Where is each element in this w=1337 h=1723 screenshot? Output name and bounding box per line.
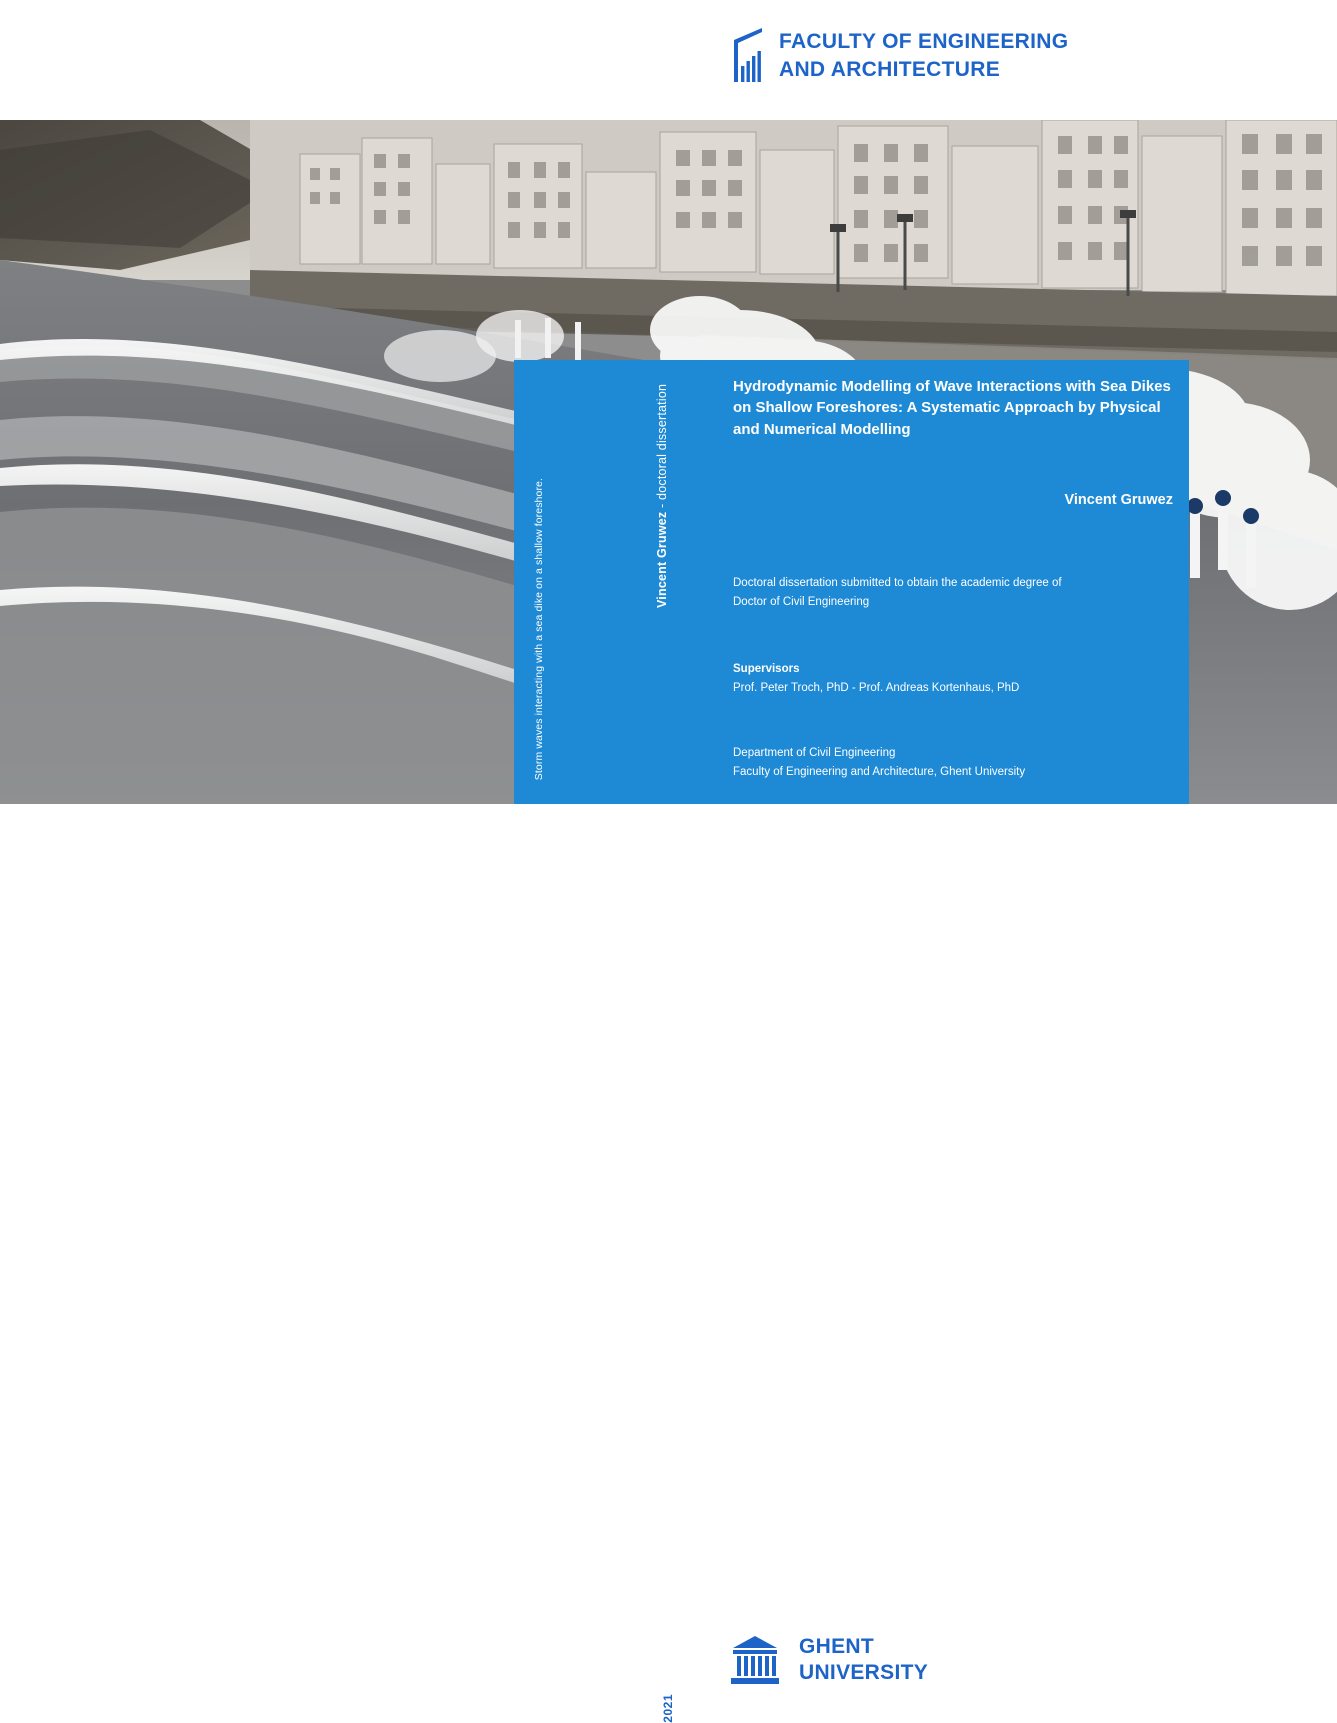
department-line-2: Faculty of Engineering and Architecture, Ghent University	[733, 765, 1026, 778]
photo-caption: Storm waves interacting with a sea dike on a shallow foreshore.	[533, 478, 545, 781]
ghent-university-name	[799, 1634, 928, 1685]
supervisors-names: Prof. Peter Troch, PhD - Prof. Andreas Kortenhaus, PhD	[733, 681, 1020, 694]
ghent-university-crest-icon	[729, 1634, 781, 1686]
supervisors-label: Supervisors	[733, 662, 800, 675]
dissertation-author: Vincent Gruwez	[1064, 491, 1173, 508]
degree-block	[733, 574, 1173, 612]
page-header	[0, 0, 1337, 120]
ghent-university-logo	[729, 1634, 928, 1686]
spine-subtitle: doctoral dissertation	[655, 383, 669, 500]
dissertation-title: Hydrodynamic Modelling of Wave Interactions with Sea Dikes on Shallow Foreshores: A Systematic Approach by Physical and Numerical Modelling	[733, 378, 1171, 438]
spine-author: Vincent Gruwez	[655, 511, 669, 608]
faculty-name	[779, 28, 1068, 84]
degree-line-2: Doctor of Civil Engineering	[733, 595, 870, 608]
department-block	[733, 744, 1173, 782]
spine-text	[655, 378, 669, 608]
faculty-name-line1: FACULTY OF ENGINEERING	[779, 30, 1069, 53]
degree-line-1: Doctoral dissertation submitted to obtain the academic degree of	[733, 576, 1062, 589]
spine-separator: -	[655, 499, 669, 512]
faculty-logo	[731, 28, 1068, 84]
university-name-line1: GHENT	[799, 1635, 874, 1659]
faculty-name-line2: AND ARCHITECTURE	[779, 57, 1001, 81]
university-name-line2: UNIVERSITY	[799, 1661, 929, 1684]
supervisors-block	[733, 660, 1173, 698]
page-footer	[0, 804, 1337, 1723]
cover-text-block	[733, 376, 1173, 837]
department-line-1: Department of Civil Engineering	[733, 746, 896, 759]
spine-year: 2021	[661, 1694, 675, 1723]
faculty-building-mark-icon	[731, 28, 765, 83]
